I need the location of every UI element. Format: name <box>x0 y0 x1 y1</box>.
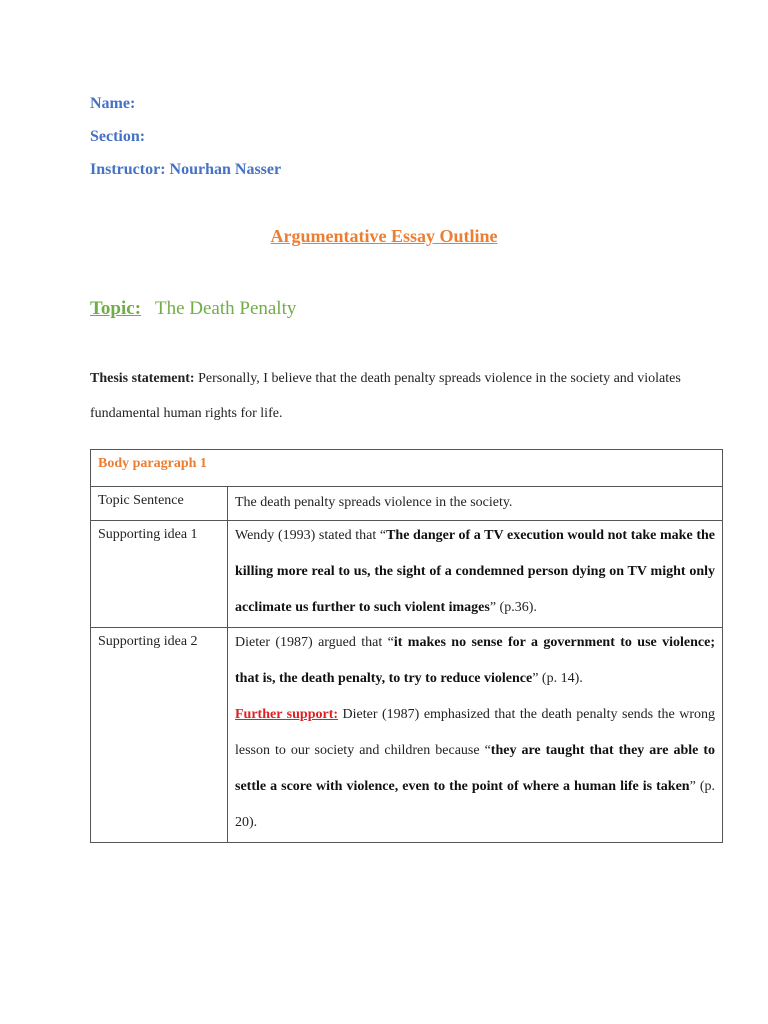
support2-citation: ” (p. 14). <box>532 671 583 686</box>
table-row <box>91 487 723 521</box>
support1-citation: ” (p.36). <box>489 600 537 615</box>
further-support-label: Further support: <box>235 707 339 722</box>
outline-table <box>90 449 723 843</box>
thesis-text: Personally, I believe that the death penalty spreads violence in the society and violates fundamental human rights for life. <box>90 371 681 421</box>
row-label-supporting-idea-2: Supporting idea 2 <box>91 628 228 843</box>
support2-quote: it makes no sense for a government to use violence; that is, the death penalty, to try to reduce violence <box>235 635 715 686</box>
support1-intro: Wendy (1993) stated that “ <box>235 528 387 543</box>
topic-label: Topic: <box>90 298 142 319</box>
further-support-intro: Dieter (1987) emphasized that the death penalty sends the wrong lesson to our society and children because “ <box>235 707 715 758</box>
table-heading-cell <box>91 450 723 487</box>
row-label-topic-sentence: Topic Sentence <box>91 487 228 521</box>
instructor-label: Instructor: Nourhan Nasser <box>90 161 282 178</box>
further-support-quote: they are taught that they are able to settle a score with violence, even to the point of where a human life is taken <box>235 743 716 794</box>
further-support-citation: ” (p. 20). <box>235 779 715 830</box>
body-paragraph-heading: Body paragraph 1 <box>98 456 207 471</box>
section-label: Section: <box>90 128 146 145</box>
name-label: Name: <box>90 95 136 112</box>
student-info-block <box>90 93 281 192</box>
table-row <box>91 521 723 628</box>
thesis-statement <box>90 361 690 431</box>
topic-line <box>90 298 296 320</box>
topic-sentence-text: The death penalty spreads violence in the society. <box>235 495 513 510</box>
thesis-label: Thesis statement: <box>90 371 195 386</box>
supporting-idea-2-text <box>235 625 715 841</box>
topic-spacer <box>146 298 151 319</box>
row-content-supporting-idea-1 <box>228 521 723 628</box>
support1-quote: The danger of a TV execution would not take make the killing more real to us, the sight of a condemned person dying on TV might only acclimate us further to such violent images <box>235 528 715 615</box>
table-row <box>91 628 723 843</box>
table-heading-row <box>91 450 723 487</box>
row-content-supporting-idea-2 <box>228 628 723 843</box>
supporting-idea-1-text <box>235 518 715 626</box>
row-content-topic-sentence <box>228 487 723 521</box>
support2-intro: Dieter (1987) argued that “ <box>235 635 394 650</box>
essay-title: Argumentative Essay Outline <box>270 226 498 246</box>
topic-value: The Death Penalty <box>154 298 297 319</box>
row-label-supporting-idea-1: Supporting idea 1 <box>91 521 228 628</box>
